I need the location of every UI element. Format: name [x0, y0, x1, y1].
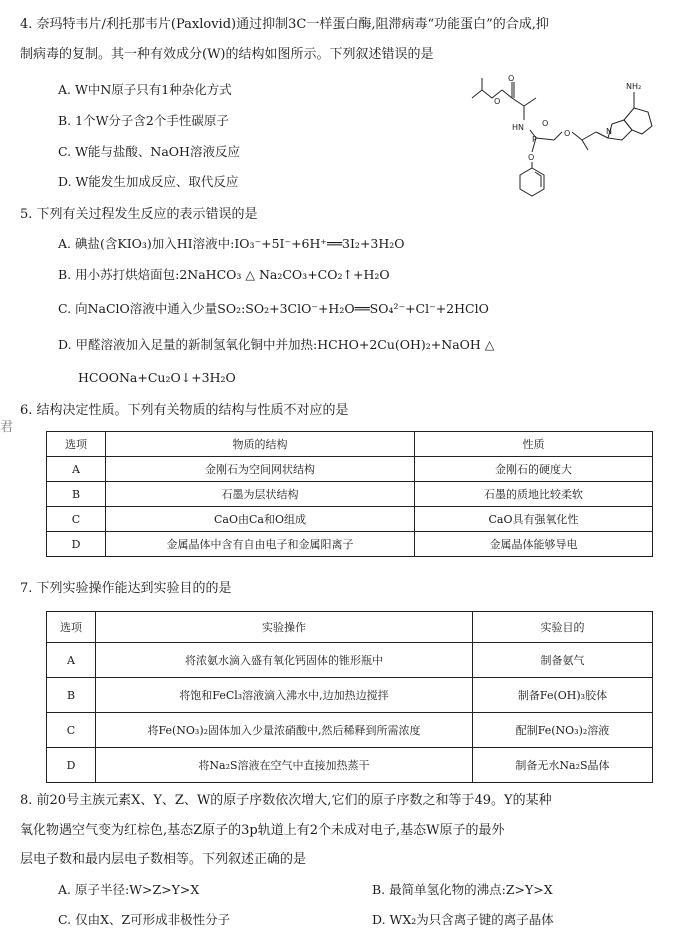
table-row: [47, 482, 653, 507]
q4-stem-line1: 4. 奈玛特韦片/利托那韦片(Paxlovid)通过抑制3C一样蛋白酶,阻滞病毒“功能蛋白”的合成,抑: [20, 17, 549, 32]
margin-character: 君: [0, 420, 14, 435]
table-cell: 制备Fe(OH)₃胶体: [473, 678, 653, 713]
q8-stem-line2: 氧化物遇空气变为红棕色,基态Z原子的3p轨道上有2个未成对电子,基态W原子的最外: [20, 823, 505, 838]
q7-table: [46, 611, 653, 783]
table-row: [47, 748, 653, 783]
table-cell: 金属晶体中含有自由电子和金属阳离子: [106, 532, 415, 557]
table-cell: 制备氨气: [473, 643, 653, 678]
table-cell: C: [47, 713, 96, 748]
mol-label-o-top: O: [508, 74, 515, 83]
q5-stem: 5. 下列有关过程发生反应的表示错误的是: [20, 207, 258, 222]
table-cell: 金刚石为空间网状结构: [106, 457, 415, 482]
table-row: [47, 532, 653, 557]
q4-option-c: C. W能与盐酸、NaOH溶液反应: [58, 144, 240, 159]
q8-option-b: B. 最简单氢化物的沸点:Z>Y>X: [372, 882, 553, 897]
q6-stem: 6. 结构决定性质。下列有关物质的结构与性质不对应的是: [20, 403, 349, 418]
table-row: [47, 678, 653, 713]
q6-header-property: 性质: [415, 432, 653, 457]
q6-table: [46, 431, 653, 557]
q8-option-d: D. WX₂为只含离子键的离子晶体: [372, 912, 554, 927]
q7-header-purpose: 实验目的: [473, 612, 653, 643]
q8-stem-line1: 8. 前20号主族元素X、Y、Z、W的原子序数依次增大,它们的原子序数之和等于49。Y的某种: [20, 793, 552, 808]
table-cell: CaO由Ca和O组成: [106, 507, 415, 532]
table-cell: D: [47, 748, 96, 783]
table-cell: 石墨的质地比较柔软: [415, 482, 653, 507]
q7-stem: 7. 下列实验操作能达到实验目的的是: [20, 581, 232, 596]
q5-option-d: D. 甲醛溶液加入足量的新制氢氧化铜中并加热:HCHO+2Cu(OH)₂+NaOH △: [58, 337, 495, 352]
table-cell: 石墨为层状结构: [106, 482, 415, 507]
table-cell: A: [47, 643, 96, 678]
table-row: [47, 457, 653, 482]
q8-option-c: C. 仅由X、Z可形成非极性分子: [58, 912, 231, 927]
q7-header-option: 选项: [47, 612, 96, 643]
table-cell: 金属晶体能够导电: [415, 532, 653, 557]
mol-label-n: N: [606, 127, 612, 136]
q5-option-d-cont: HCOONa+Cu₂O↓+3H₂O: [78, 370, 236, 385]
q8-option-a: A. 原子半径:W>Z>Y>X: [58, 882, 200, 897]
table-row: [47, 713, 653, 748]
q5-option-c: C. 向NaClO溶液中通入少量SO₂:SO₂+3ClO⁻+H₂O══SO₄²⁻+Cl⁻+2HClO: [58, 301, 489, 316]
q4-option-b: B. 1个W分子含2个手性碳原子: [58, 113, 229, 128]
q5-option-b: B. 用小苏打烘焙面包:2NaHCO₃ △ Na₂CO₃+CO₂↑+H₂O: [58, 267, 390, 282]
q6-header-option: 选项: [47, 432, 106, 457]
table-cell: CaO具有强氧化性: [415, 507, 653, 532]
table-header-row: [47, 432, 653, 457]
mol-label-o-ether: O: [564, 129, 571, 138]
q6-header-structure: 物质的结构: [106, 432, 415, 457]
table-cell: 金刚石的硬度大: [415, 457, 653, 482]
table-cell: 配制Fe(NO₃)₂溶液: [473, 713, 653, 748]
molecule-structure-w: [462, 74, 662, 202]
table-cell: D: [47, 532, 106, 557]
table-cell: B: [47, 482, 106, 507]
q5-option-a: A. 碘盐(含KIO₃)加入HI溶液中:IO₃⁻+5I⁻+6H⁺══3I₂+3H₂O: [58, 236, 405, 251]
table-cell: B: [47, 678, 96, 713]
table-header-row: [47, 612, 653, 643]
mol-label-o-ph: O: [528, 153, 535, 162]
table-cell: 将浓氨水滴入盛有氧化钙固体的锥形瓶中: [96, 643, 473, 678]
mol-label-o-ester: O: [494, 97, 501, 106]
q8-stem-line3: 层电子数和最内层电子数相等。下列叙述正确的是: [20, 852, 307, 867]
q4-option-d: D. W能发生加成反应、取代反应: [58, 174, 239, 189]
mol-label-hn: HN: [512, 123, 524, 132]
mol-label-nh2: NH₂: [626, 82, 642, 91]
mol-label-p: P: [532, 135, 537, 144]
q4-stem-line2: 制病毒的复制。其一种有效成分(W)的结构如图所示。下列叙述错误的是: [20, 47, 434, 62]
table-cell: 制备无水Na₂S晶体: [473, 748, 653, 783]
table-row: [47, 643, 653, 678]
q7-header-operation: 实验操作: [96, 612, 473, 643]
table-row: [47, 507, 653, 532]
mol-label-o-p: O: [542, 119, 549, 128]
table-cell: 将饱和FeCl₃溶液滴入沸水中,边加热边搅拌: [96, 678, 473, 713]
table-cell: 将Na₂S溶液在空气中直接加热蒸干: [96, 748, 473, 783]
q4-option-a: A. W中N原子只有1种杂化方式: [58, 82, 232, 97]
table-cell: A: [47, 457, 106, 482]
table-cell: C: [47, 507, 106, 532]
table-cell: 将Fe(NO₃)₂固体加入少量浓硝酸中,然后稀释到所需浓度: [96, 713, 473, 748]
